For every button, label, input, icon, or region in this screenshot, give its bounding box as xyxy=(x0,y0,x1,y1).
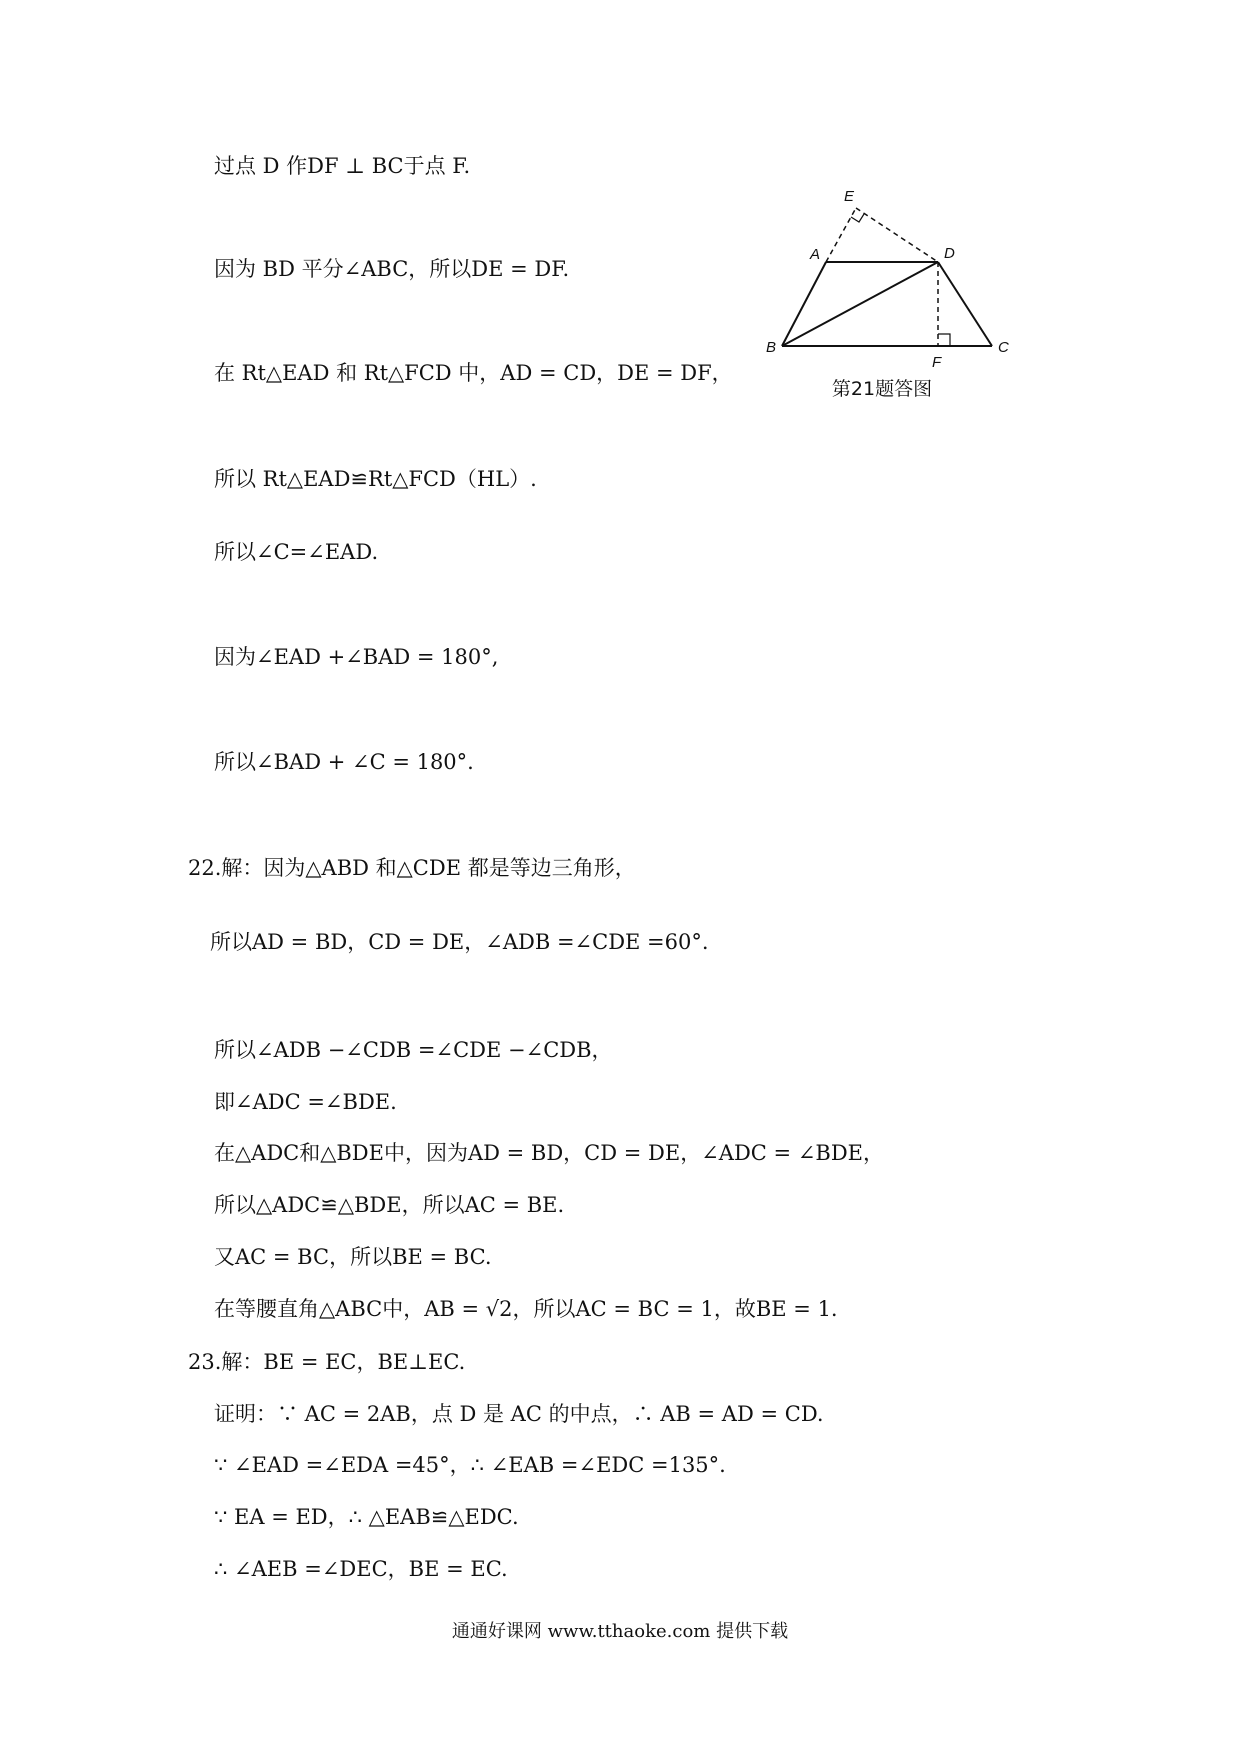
label-b: B xyxy=(766,339,777,356)
text-line: 所以 Rt△EAD≌Rt△FCD（HL）. xyxy=(214,467,537,491)
figure-caption: 第21题答图 xyxy=(831,378,933,400)
label-d: D xyxy=(944,245,955,262)
text-line: 因为∠EAD +∠BAD = 180°, xyxy=(214,645,499,669)
label-c: C xyxy=(998,339,1009,356)
text-line: 所以△ADC≌△BDE，所以AC = BE. xyxy=(214,1193,565,1217)
text-line: 过点 D 作DF ⊥ BC于点 F. xyxy=(214,154,471,178)
segment-ae-dashed xyxy=(826,208,856,262)
text-line: 23.解：BE = EC，BE⊥EC. xyxy=(188,1350,466,1374)
right-angle-mark-f xyxy=(938,334,950,346)
text-line: ∴ ∠AEB =∠DEC，BE = EC. xyxy=(214,1557,508,1581)
geometry-figure xyxy=(760,186,1020,416)
text-line: 因为 BD 平分∠ABC，所以DE = DF. xyxy=(214,257,570,281)
label-a: A xyxy=(810,246,821,263)
text-line: 在 Rt△EAD 和 Rt△FCD 中，AD = CD，DE = DF， xyxy=(214,361,733,385)
segment-bd xyxy=(782,262,938,346)
text-line: ∵ EA = ED，∴ △EAB≌△EDC. xyxy=(214,1505,519,1529)
label-e: E xyxy=(844,188,855,205)
segment-ed-dashed xyxy=(856,208,938,262)
right-angle-mark-e xyxy=(851,214,864,222)
text-line: 所以∠C=∠EAD. xyxy=(214,540,379,564)
label-f: F xyxy=(932,354,942,371)
text-line: 在△ADC和△BDE中，因为AD = BD，CD = DE，∠ADC = ∠BDE， xyxy=(214,1141,885,1165)
text-line: 又AC = BC，所以BE = BC. xyxy=(214,1245,492,1269)
page-footer: 通通好课网 www.tthaoke.com 提供下载 xyxy=(451,1621,789,1642)
text-line: 证明：∵ AC = 2AB，点 D 是 AC 的中点，∴ AB = AD = CD. xyxy=(214,1402,824,1426)
text-line: 所以∠ADB −∠CDB =∠CDE −∠CDB， xyxy=(214,1038,613,1062)
text-line: 所以AD = BD，CD = DE，∠ADB =∠CDE =60°. xyxy=(210,930,709,954)
text-line: 即∠ADC =∠BDE. xyxy=(214,1090,397,1114)
text-line: ∵ ∠EAD =∠EDA =45°，∴ ∠EAB =∠EDC =135°. xyxy=(214,1453,726,1477)
text-line: 所以∠BAD + ∠C = 180°. xyxy=(214,750,474,774)
text-line: 在等腰直角△ABC中，AB = √2，所以AC = BC = 1，故BE = 1. xyxy=(214,1297,838,1321)
text-line: 22.解：因为△ABD 和△CDE 都是等边三角形， xyxy=(188,856,636,880)
